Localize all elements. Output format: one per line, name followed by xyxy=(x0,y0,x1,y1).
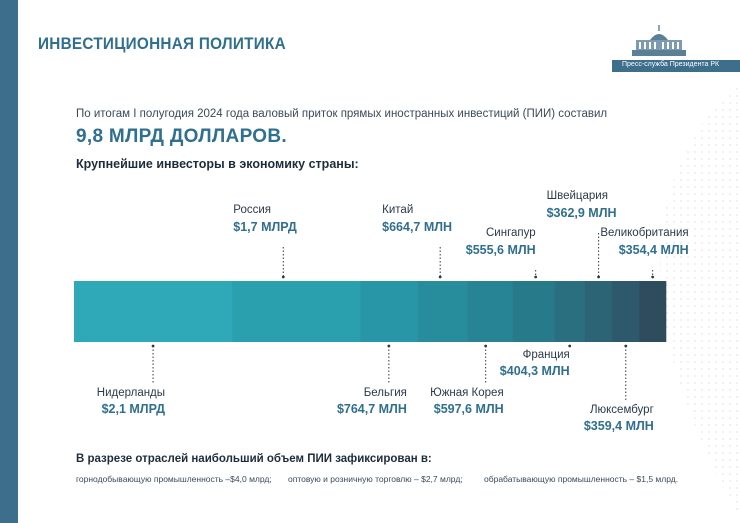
leader-dot xyxy=(597,276,600,279)
leader-dot xyxy=(484,345,487,348)
bar-segment xyxy=(555,281,586,342)
total-fdi-value: 9,8 МЛРД ДОЛЛАРОВ. xyxy=(76,126,287,147)
bar-segment xyxy=(232,281,360,342)
country-label: Великобритания xyxy=(600,227,689,239)
leader-dot xyxy=(624,345,627,348)
country-label: Южная Корея xyxy=(430,387,504,399)
investment-value-label: $354,4 МЛН xyxy=(618,243,689,257)
country-label: Швейцария xyxy=(546,190,608,202)
sector-item: горнодобывающую промышленность –$4,0 млрд; xyxy=(76,474,272,484)
investment-value-label: $359,4 МЛН xyxy=(583,419,654,433)
country-label: Сингапур xyxy=(486,227,536,239)
investment-value-label: $2,1 МЛРД xyxy=(101,402,166,416)
page-title: ИНВЕСТИЦИОННАЯ ПОЛИТИКА xyxy=(38,34,286,53)
leader-dot xyxy=(439,276,442,279)
bar-segment xyxy=(612,281,639,342)
country-label: Бельгия xyxy=(363,387,407,399)
investment-value-label: $555,6 МЛН xyxy=(465,243,536,257)
bar-segment xyxy=(585,281,613,342)
bar-segment xyxy=(360,281,418,342)
leader-dot xyxy=(152,345,155,348)
investment-value-label: $362,9 МЛН xyxy=(546,206,617,220)
bar-segment xyxy=(639,281,666,342)
country-label: Китай xyxy=(382,204,414,216)
investment-value-label: $1,7 МЛРД xyxy=(233,220,297,234)
bar-segment xyxy=(74,281,232,342)
press-service-label: Пресс-служба Президента РК xyxy=(622,61,720,68)
country-label: Люксембург xyxy=(589,404,654,416)
leader-dot xyxy=(534,276,537,279)
bar-segment xyxy=(468,281,513,342)
leader-dot xyxy=(282,276,285,279)
bar-segment xyxy=(418,281,468,342)
sector-item: оптовую и розничную торговлю – $2,7 млрд; xyxy=(288,474,463,484)
investment-value-label: $597,6 МЛН xyxy=(433,402,504,416)
leader-dot xyxy=(568,345,571,348)
leader-dot xyxy=(651,276,654,279)
investors-subtitle: Крупнейшие инвесторы в экономику страны: xyxy=(76,157,359,171)
bar-segment xyxy=(513,281,555,342)
leader-dot xyxy=(387,345,390,348)
investment-value-label: $764,7 МЛН xyxy=(336,402,407,416)
sector-item: обрабатывающую промышленность – $1,5 млрд. xyxy=(484,474,679,484)
country-label: Франция xyxy=(522,349,570,361)
investment-value-label: $664,7 МЛН xyxy=(382,220,453,234)
investment-value-label: $404,3 МЛН xyxy=(499,364,570,378)
country-label: Нидерланды xyxy=(96,387,166,399)
sectors-title: В разрезе отраслей наибольший объем ПИИ зафиксирован в: xyxy=(76,453,432,465)
intro-text: По итогам I полугодия 2024 года валовый приток прямых иностранных инвестиций (ПИИ) составил xyxy=(76,108,608,120)
country-label: Россия xyxy=(233,204,272,216)
